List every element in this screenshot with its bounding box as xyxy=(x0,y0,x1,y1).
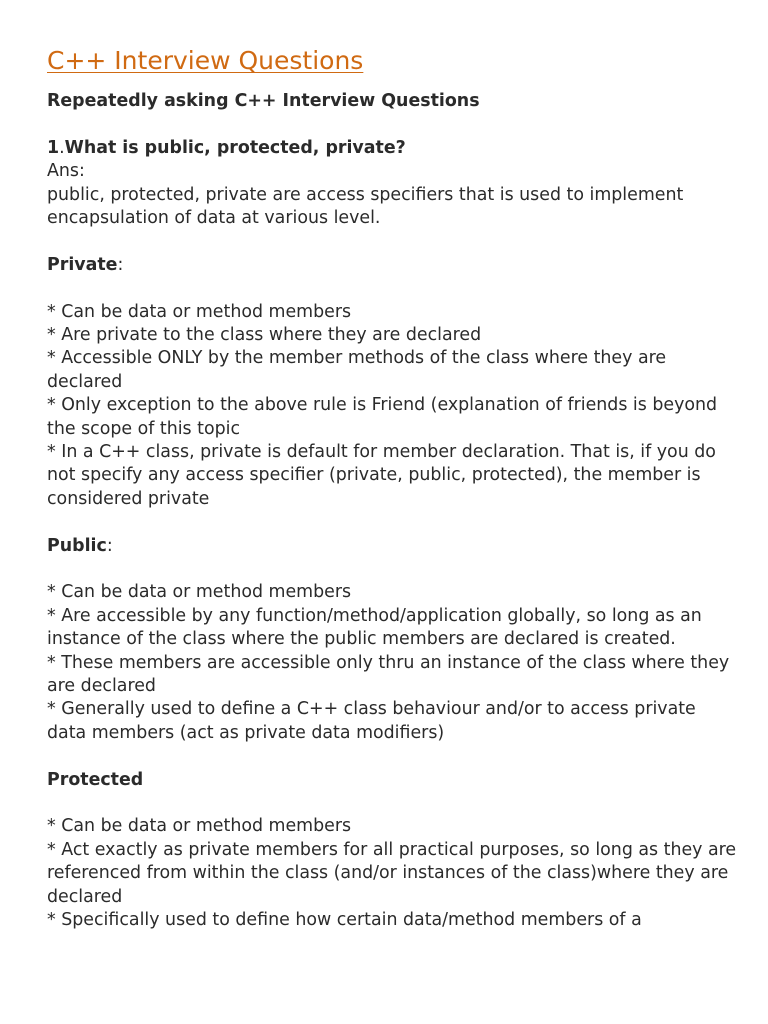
answer-text: public, protected, private are access specifiers that is used to implement encapsulation of data at various level. xyxy=(47,184,684,229)
protected-bullet: * Act exactly as private members for all practical purposes, so long as they are referenced from within the class (and/or instances of the class)where they are declared xyxy=(47,839,737,907)
question-text: What is public, protected, private? xyxy=(64,137,406,158)
public-heading-label: Public xyxy=(47,535,107,556)
private-bullet: * Accessible ONLY by the member methods of the class where they are declared xyxy=(47,348,667,392)
protected-bullet: * Specifically used to define how certain data/method members of a xyxy=(47,910,642,931)
private-heading xyxy=(47,254,737,277)
protected-bullet: * Can be data or method members xyxy=(47,816,352,837)
answer-label: Ans: xyxy=(47,161,85,182)
question-1 xyxy=(47,137,737,160)
public-heading-colon: : xyxy=(106,535,113,556)
public-bullet: * Can be data or method members xyxy=(47,582,352,603)
spacer xyxy=(47,113,737,136)
private-bullet: * Can be data or method members xyxy=(47,301,352,322)
public-bullet: * Generally used to define a C++ class behaviour and/or to access private data members (act as private data modifiers) xyxy=(47,699,696,743)
public-bullet: * These members are accessible only thru an instance of the class where they are declared xyxy=(47,652,730,697)
private-bullet: * In a C++ class, private is default for member declaration. That is, if you do not specify any access specifier (private, public, protected), the member is considered private xyxy=(47,442,716,509)
private-bullet: * Are private to the class where they are declared xyxy=(47,325,482,346)
spacer xyxy=(47,558,737,581)
public-heading xyxy=(47,535,737,558)
public-bullet: * Are accessible by any function/method/application globally, so long as an instance of the class where the public members are declared is created. xyxy=(47,605,702,650)
question-number-dot: . xyxy=(59,137,65,158)
document-subtitle: Repeatedly asking C++ Interview Questions xyxy=(47,91,480,111)
private-heading-colon: : xyxy=(117,254,124,275)
protected-heading: Protected xyxy=(47,769,144,790)
spacer xyxy=(47,745,737,768)
private-heading-label: Private xyxy=(47,254,118,275)
spacer xyxy=(47,511,737,534)
document-title-link[interactable]: C++ Interview Questions xyxy=(47,46,364,75)
spacer xyxy=(47,792,737,815)
private-bullet: * Only exception to the above rule is Friend (explanation of friends is beyond the scope of this topic xyxy=(47,395,718,439)
question-number: 1 xyxy=(47,137,60,158)
document-body xyxy=(47,44,737,933)
spacer xyxy=(47,277,737,300)
spacer xyxy=(47,230,737,253)
